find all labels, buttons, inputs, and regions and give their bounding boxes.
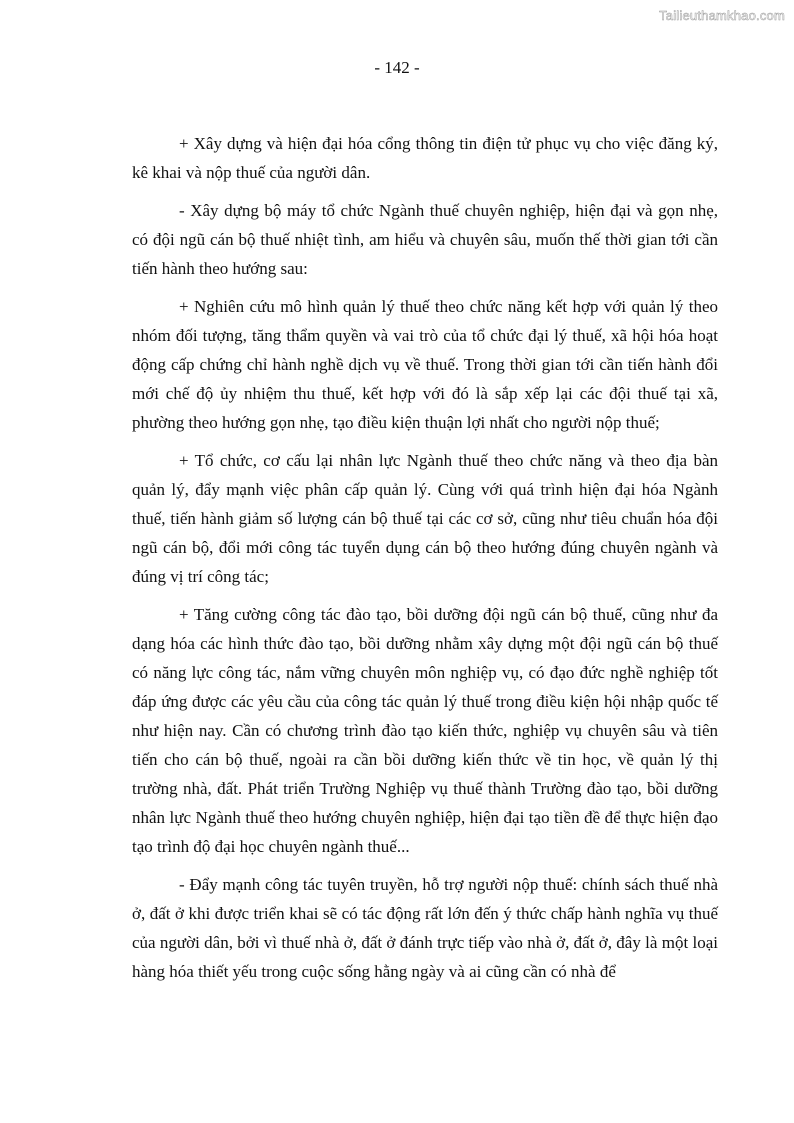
paragraph-portal: + Xây dựng và hiện đại hóa cổng thông tin điện tử phục vụ cho việc đăng ký, kê khai và nộp thuế của người dân. [132,134,718,182]
paragraph-training: + Tăng cường công tác đào tạo, bồi dưỡng đội ngũ cán bộ thuế, cũng như đa dạng hóa các hình thức đào tạo, bồi dưỡng nhằm xây dựng một đội ngũ cán bộ thuế có năng lực công tác, nắm vững chuyên môn nghiệp vụ, có đạo đức nghề nghiệp tốt đáp ứng được các yêu cầu của công tác quản lý thuế trong điều kiện hội nhập quốc tế như hiện nay. Cần có chương trình đào tạo kiến thức, nghiệp vụ chuyên sâu và tiên tiến cho cán bộ thuế, ngoài ra cần bồi dưỡng kiến thức về tin học, về quản lý thị trường nhà, đất. Phát triển Trường Nghiệp vụ thuế thành Trường đào tạo, bồi dưỡng nhân lực Ngành thuế theo hướng chuyên nghiệp, hiện đại tạo tiền đề để thực hiện đạo tạo trình độ đại học chuyên ngành thuế... [132,605,718,856]
page-number: - 142 - [374,58,420,77]
paragraph-propaganda: - Đẩy mạnh công tác tuyên truyền, hỗ trợ người nộp thuế: chính sách thuế nhà ở, đất ở khi được triển khai sẽ có tác động rất lớn đến ý thức chấp hành nghĩa vụ thuế của người dân, bởi vì thuế nhà ở, đất ở đánh trực tiếp vào nhà ở, đất ở, đây là một loại hàng hóa thiết yếu trong cuộc sống hằng ngày và ai cũng cần có nhà để [132,875,718,981]
paragraph-management-model: + Nghiên cứu mô hình quản lý thuế theo chức năng kết hợp với quản lý theo nhóm đối tượng, tăng thẩm quyền và vai trò của tổ chức đại lý thuế, xã hội hóa hoạt động cấp chứng chỉ hành nghề dịch vụ về thuế. Trong thời gian tới cần tiến hành đổi mới chế độ ủy nhiệm thu thuế, kết hợp với đó là sắp xếp lại các đội thuế tại xã, phường theo hướng gọn nhẹ, tạo điều kiện thuận lợi nhất cho người nộp thuế; [132,297,718,432]
document-body [132,129,718,995]
watermark: Tailieuthamkhao.com [659,8,785,23]
paragraph-organization: - Xây dựng bộ máy tổ chức Ngành thuế chuyên nghiệp, hiện đại và gọn nhẹ, có đội ngũ cán bộ thuế nhiệt tình, am hiểu và chuyên sâu, muốn thế thời gian tới cần tiến hành theo hướng sau: [132,201,718,278]
paragraph-restructure: + Tổ chức, cơ cấu lại nhân lực Ngành thuế theo chức năng và theo địa bàn quản lý, đẩy mạnh việc phân cấp quản lý. Cùng với quá trình hiện đại hóa Ngành thuế, tiến hành giảm số lượng cán bộ thuế tại các cơ sở, cũng như tiêu chuẩn hóa đội ngũ cán bộ, đổi mới công tác tuyển dụng cán bộ theo hướng đúng chuyên ngành và đúng vị trí công tác; [132,451,718,586]
